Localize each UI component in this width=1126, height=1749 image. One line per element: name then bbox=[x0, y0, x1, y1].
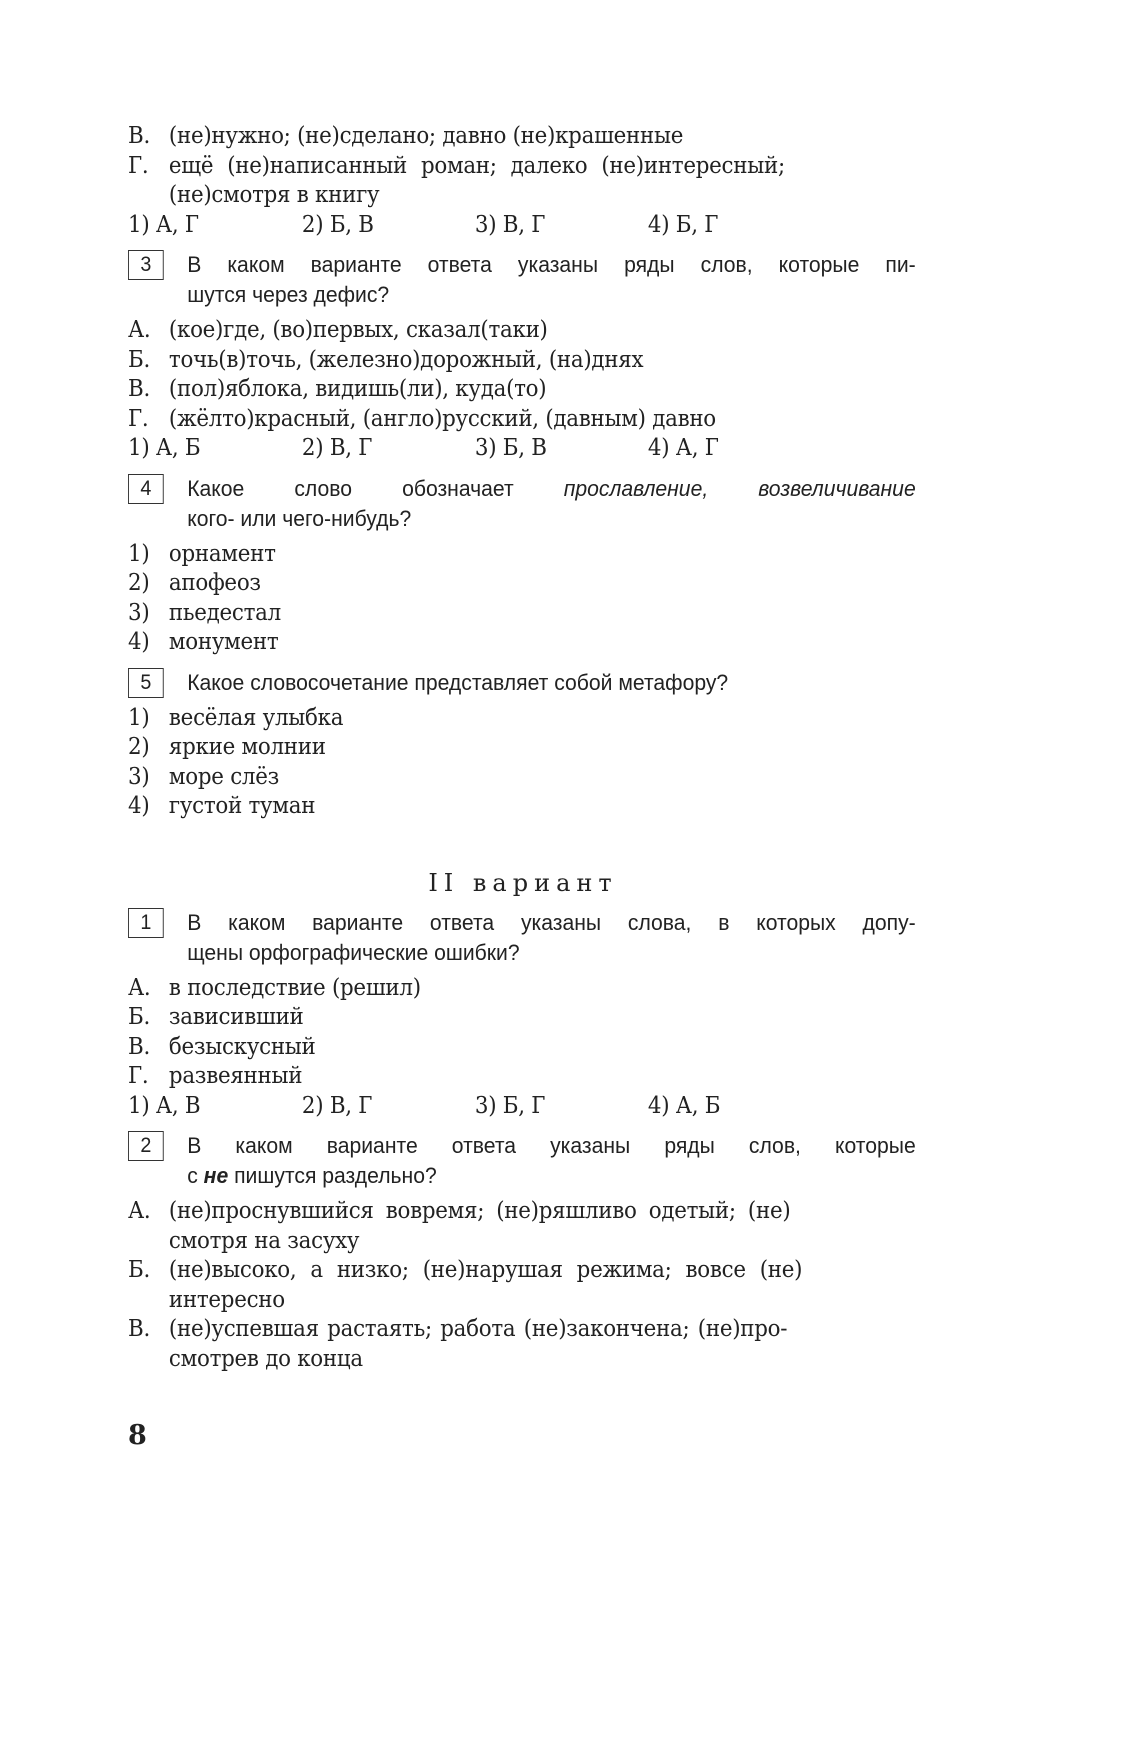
option-2 bbox=[128, 569, 863, 599]
question-number-box: 2 bbox=[128, 1131, 164, 1161]
option-mark: 1) bbox=[128, 540, 150, 567]
answer-4: 4) А, Г bbox=[647, 435, 719, 461]
question-text-suffix: пишутся раздельно? bbox=[228, 1163, 437, 1188]
answer-3: 3) В, Г bbox=[474, 211, 546, 238]
option-mark: В. bbox=[128, 376, 150, 402]
option-b bbox=[128, 1256, 863, 1286]
answer-4: 4) Б, Г bbox=[647, 211, 719, 238]
question-text: щены орфографические ошибки? bbox=[187, 939, 520, 965]
option-v bbox=[128, 1033, 863, 1063]
option-4 bbox=[128, 628, 863, 658]
question-text: кого- или чего-нибудь? bbox=[187, 505, 412, 531]
option-text: море слёз bbox=[168, 763, 279, 790]
question-text: шутся через дефис? bbox=[187, 282, 390, 307]
option-3 bbox=[128, 763, 863, 793]
question-term-italic: прославление, возвеличивание bbox=[563, 475, 916, 501]
answer-1: 1) А, Г bbox=[128, 211, 199, 238]
option-text: яркие молнии bbox=[168, 734, 326, 760]
option-mark: Г. bbox=[128, 1063, 149, 1089]
option-text: в последствие (решил) bbox=[168, 974, 421, 1001]
question-text bbox=[187, 1161, 916, 1191]
option-b-cont: интересно bbox=[168, 1286, 285, 1313]
answer-3: 3) Б, В bbox=[474, 435, 547, 461]
option-mark: Б. bbox=[128, 346, 150, 373]
question-4 bbox=[128, 474, 916, 534]
prev-question-continuation bbox=[128, 122, 918, 240]
option-a bbox=[128, 1197, 863, 1227]
option-text: (не)высоко, а низко; (не)нарушая режима; вовсе (не) bbox=[168, 1257, 803, 1283]
option-mark: Б. bbox=[128, 1004, 150, 1030]
question-text: В каком варианте ответа указаны ряды слов, которые пи- bbox=[187, 252, 916, 277]
question-number-box: 3 bbox=[128, 250, 164, 280]
question-text: В каком варианте ответа указаны ряды слов, которые bbox=[187, 1133, 916, 1158]
question-1 bbox=[128, 908, 916, 968]
option-text: (не)нужно; (не)сделано; давно (не)крашенные bbox=[168, 123, 684, 149]
option-text: безыскусный bbox=[168, 1033, 316, 1060]
option-text: (кое)где, (во)первых, сказал(таки) bbox=[168, 317, 548, 343]
option-mark: Б. bbox=[128, 1257, 150, 1283]
option-mark: Г. bbox=[128, 405, 149, 432]
answer-2: 2) Б, В bbox=[301, 211, 374, 238]
option-text: (не)успевшая растаять; работа (не)закончена; (не)про- bbox=[168, 1316, 788, 1342]
question-term-bold: не bbox=[203, 1163, 229, 1188]
textbook-page bbox=[128, 122, 918, 1374]
option-g bbox=[128, 405, 863, 435]
question-text: В каком варианте ответа указаны слова, в которых допу- bbox=[187, 909, 916, 935]
question-text-prefix: Какое слово обозначает bbox=[187, 475, 564, 501]
option-text: монумент bbox=[168, 629, 279, 655]
option-g-cont: (не)смотря в книгу bbox=[168, 182, 380, 208]
option-v bbox=[128, 1315, 863, 1345]
option-text: пьедестал bbox=[168, 599, 281, 626]
option-text: ещё (не)написанный роман; далеко (не)интересный; bbox=[168, 152, 785, 179]
option-v-cont: смотрев до конца bbox=[168, 1345, 363, 1372]
option-mark: В. bbox=[128, 123, 150, 149]
option-mark: 1) bbox=[128, 704, 150, 731]
option-text: орнамент bbox=[168, 540, 276, 567]
question-5 bbox=[128, 668, 916, 698]
answer-4: 4) А, Б bbox=[647, 1092, 721, 1119]
option-mark: Г. bbox=[128, 152, 149, 179]
question-text-prefix: с bbox=[187, 1163, 204, 1188]
answer-2: 2) В, Г bbox=[301, 1092, 373, 1119]
option-text: весёлая улыбка bbox=[168, 704, 344, 731]
question-3 bbox=[128, 250, 916, 310]
option-mark: 2) bbox=[128, 570, 150, 596]
option-text: (пол)яблока, видишь(ли), куда(то) bbox=[168, 376, 547, 402]
option-mark: 3) bbox=[128, 599, 150, 626]
option-text: развеянный bbox=[168, 1063, 303, 1089]
question-2 bbox=[128, 1131, 916, 1191]
option-b bbox=[128, 346, 863, 376]
option-a-cont: смотря на засуху bbox=[168, 1227, 360, 1254]
option-a bbox=[128, 974, 863, 1004]
option-1 bbox=[128, 704, 863, 734]
option-mark: А. bbox=[128, 1198, 151, 1224]
question-number-box: 5 bbox=[128, 668, 164, 698]
option-g bbox=[128, 1062, 863, 1092]
option-1 bbox=[128, 540, 863, 570]
option-mark: 4) bbox=[128, 793, 150, 819]
option-3 bbox=[128, 599, 863, 629]
option-mark: В. bbox=[128, 1033, 150, 1060]
option-2 bbox=[128, 733, 863, 763]
answer-choices bbox=[128, 1092, 863, 1122]
question-number-box: 1 bbox=[128, 908, 164, 938]
option-mark: А. bbox=[128, 974, 151, 1001]
answer-choices bbox=[128, 434, 863, 464]
option-mark: В. bbox=[128, 1316, 150, 1342]
option-v bbox=[128, 122, 863, 152]
option-text: густой туман bbox=[168, 793, 316, 819]
option-b bbox=[128, 1003, 863, 1033]
option-mark: 4) bbox=[128, 629, 150, 655]
answer-2: 2) В, Г bbox=[301, 435, 373, 461]
option-mark: 3) bbox=[128, 763, 150, 790]
option-mark: 2) bbox=[128, 734, 150, 760]
question-text bbox=[187, 474, 916, 504]
question-text: Какое словосочетание представляет собой метафору? bbox=[187, 669, 729, 695]
option-text: зависивший bbox=[168, 1004, 304, 1030]
option-a bbox=[128, 316, 863, 346]
option-text: (жёлто)красный, (англо)русский, (давным) давно bbox=[168, 405, 716, 432]
option-v bbox=[128, 375, 863, 405]
option-text: точь(в)точь, (железно)дорожный, (на)днях bbox=[168, 346, 644, 373]
answer-1: 1) А, Б bbox=[128, 435, 201, 461]
answer-1: 1) А, В bbox=[128, 1092, 201, 1119]
question-number-box: 4 bbox=[128, 474, 164, 504]
answer-3: 3) Б, Г bbox=[474, 1092, 546, 1119]
option-g bbox=[128, 152, 863, 182]
variant-title: II вариант bbox=[428, 868, 618, 897]
answer-choices bbox=[128, 211, 863, 241]
option-4 bbox=[128, 792, 863, 822]
option-text: апофеоз bbox=[168, 570, 261, 596]
option-mark: А. bbox=[128, 317, 151, 343]
option-text: (не)проснувшийся вовремя; (не)ряшливо одетый; (не) bbox=[168, 1198, 791, 1224]
page-number: 8 bbox=[128, 1420, 147, 1451]
